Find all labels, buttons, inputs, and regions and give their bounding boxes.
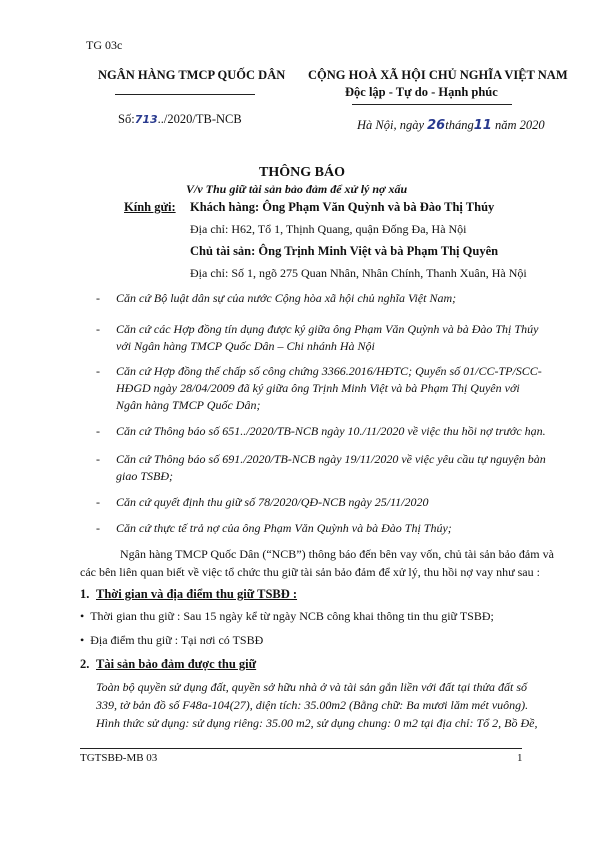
date-prefix: Hà Nội, ngày <box>357 118 425 132</box>
issue-date <box>357 118 545 133</box>
recipient-owner: Chủ tài sản: Ông Trịnh Minh Việt và bà Phạm Thị Quyên <box>190 244 499 258</box>
bank-name: NGÂN HÀNG TMCP QUỐC DÂN <box>98 68 286 82</box>
basis-line: HĐGD ngày 28/04/2009 đã ký giữa ông Trịnh Minh Việt và bà Phạm Thị Quyên với <box>116 381 520 395</box>
bullet-dot: • <box>80 609 85 623</box>
page-number: 1 <box>517 752 523 764</box>
basis-line: Căn cứ Thông báo số 651../2020/TB-NCB ngày 10./11/2020 về việc thu hồi nợ trước hạn. <box>116 424 546 438</box>
basis-line: Căn cứ Hợp đồng thế chấp số công chứng 3366.2016/HĐTC; Quyển số 01/CC-TP/SCC- <box>116 364 542 378</box>
customer-address: Địa chỉ: H62, Tổ 1, Thịnh Quang, quận Đống Đa, Hà Nội <box>190 222 467 236</box>
motto-underline <box>352 104 512 105</box>
number-suffix: ../2020/TB-NCB <box>157 112 242 126</box>
basis-line: Căn cứ Thông báo số 691./2020/TB-NCB ngày 19/11/2020 về việc yêu cầu tự nguyện bàn <box>116 452 546 466</box>
basis-line: giao TSBĐ; <box>116 469 173 483</box>
basis-line: Căn cứ quyết định thu giữ số 78/2020/QĐ-NCB ngày 25/11/2020 <box>116 495 429 509</box>
section1-heading: Thời gian và địa điểm thu giữ TSBĐ : <box>96 587 298 601</box>
section2-body-line: Hình thức sử dụng: sử dụng riêng: 35.00 m2, sử dụng chung: 0 m2 tại địa chỉ: Tổ 2, Bồ Đề, <box>96 716 538 730</box>
section1-item: • Địa điểm thu giữ : Tại nơi có TSBĐ <box>80 633 264 647</box>
owner-address: Địa chỉ: Số 1, ngõ 275 Quan Nhân, Nhân Chính, Thanh Xuân, Hà Nội <box>190 266 527 280</box>
basis-line: Ngân hàng TMCP Quốc Dân; <box>116 398 261 412</box>
document-number <box>118 112 242 127</box>
bank-name-underline <box>115 94 255 95</box>
section2-body-line: 339, tờ bản đồ số F48a-104(27), diện tích: 35.00m2 (Bằng chữ: Ba mươi lăm mét vuông). <box>96 698 529 712</box>
section2-body-line: Toàn bộ quyền sử dụng đất, quyền sở hữu nhà ở và tài sản gắn liền với đất tại thửa đất số <box>96 680 528 694</box>
recipient-label: Kính gửi: <box>124 200 176 214</box>
date-year: năm 2020 <box>494 118 545 132</box>
number-handwritten: 713 <box>134 113 158 126</box>
form-code: TG 03c <box>86 38 123 52</box>
intro-line: các bên liên quan biết về việc tổ chức thu giữ tài sản bảo đảm để xử lý, thu hồi nợ vay như sau : <box>80 565 540 579</box>
recipient-customer: Khách hàng: Ông Phạm Văn Quỳnh và bà Đào Thị Thúy <box>190 200 495 214</box>
basis-line: Căn cứ Bộ luật dân sự của nước Cộng hòa xã hội chủ nghĩa Việt Nam; <box>116 291 457 305</box>
date-mid: tháng <box>445 118 474 132</box>
document-subject: V/v Thu giữ tài sản bảo đảm để xử lý nợ xấu <box>186 182 408 196</box>
date-month-handwritten: 11 <box>473 118 492 133</box>
basis-line: Căn cứ các Hợp đồng tín dụng được ký giữa ông Phạm Văn Quỳnh và bà Đào Thị Thúy <box>116 322 539 336</box>
section2-number: 2. <box>80 657 90 671</box>
section1-number: 1. <box>80 587 90 601</box>
section2-heading: Tài sản bảo đảm được thu giữ <box>96 657 257 671</box>
nation-title: CỘNG HOÀ XÃ HỘI CHỦ NGHĨA VIỆT NAM <box>308 68 568 82</box>
footer-rule <box>80 748 522 749</box>
intro-line: Ngân hàng TMCP Quốc Dân (“NCB”) thông báo đến bên vay vốn, chủ tài sản bảo đảm và <box>120 547 554 561</box>
document-title: THÔNG BÁO <box>259 165 345 180</box>
bullet-dot: • <box>80 633 85 647</box>
number-prefix: Số: <box>118 112 135 126</box>
footer-code: TGTSBĐ-MB 03 <box>80 752 158 764</box>
section1-item: • Thời gian thu giữ : Sau 15 ngày kể từ ngày NCB công khai thông tin thu giữ TSBĐ; <box>80 609 494 623</box>
date-day-handwritten: 26 <box>427 118 446 133</box>
national-motto: Độc lập - Tự do - Hạnh phúc <box>345 85 498 99</box>
basis-line: với Ngân hàng TMCP Quốc Dân – Chi nhánh Hà Nội <box>116 339 375 353</box>
basis-line: Căn cứ thực tế trả nợ của ông Phạm Văn Quỳnh và bà Đào Thị Thúy; <box>116 521 452 535</box>
